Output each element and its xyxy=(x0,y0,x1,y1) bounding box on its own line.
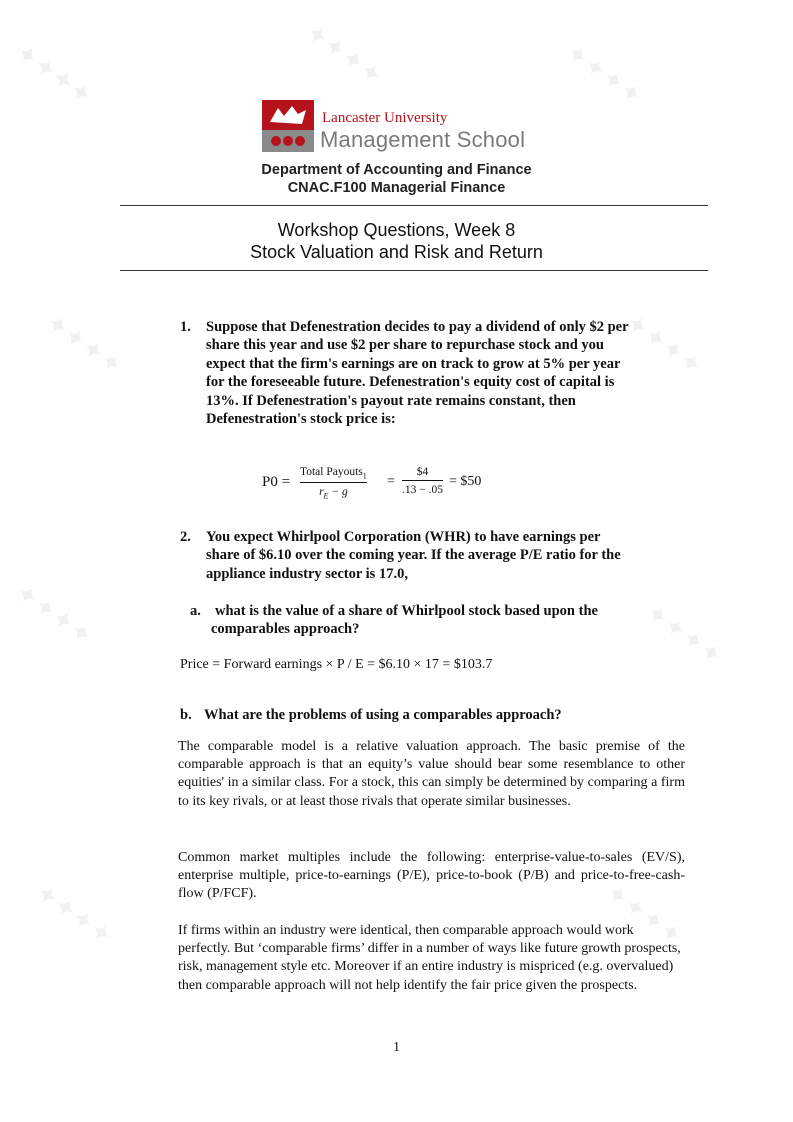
university-logo xyxy=(262,100,542,156)
university-name: Lancaster University xyxy=(322,110,448,126)
formula-fraction-2 xyxy=(402,466,443,496)
text-line: Suppose that Defenestration decides to pay a dividend of only $2 per xyxy=(206,319,629,335)
question-number: 2. xyxy=(180,529,191,545)
question-1-text xyxy=(206,318,629,428)
text-line: You expect Whirlpool Corporation (WHR) to have earnings per xyxy=(206,529,601,545)
text-line: comparables approach? xyxy=(211,621,360,638)
university-crest-icon xyxy=(262,100,314,152)
fraction-numerator xyxy=(300,466,367,483)
text-line: share this year and use $2 per share to repurchase stock and you xyxy=(206,337,604,354)
text-line: for the foreseeable future. Defenestration's equity cost of capital is xyxy=(206,374,615,391)
denominator-subscript: E xyxy=(323,491,329,501)
answer-2b-paragraph-1: The comparable model is a relative valuation approach. The basic premise of the comparable approach is that an equity’s value should bear some resemblance to other equities' in a similar class. For a stock, this can simply be determined by comparing a firm to its key rivals, or at least those rivals that operate similar businesses. xyxy=(178,739,685,809)
text-line: 13%. If Defenestration's payout rate remains constant, then xyxy=(206,392,576,409)
formula-result: = $50 xyxy=(449,474,482,489)
text-line: what is the value of a share of Whirlpool stock based upon the xyxy=(215,603,598,619)
denominator-rest: − g xyxy=(328,486,348,499)
text-line: share of $6.10 over the coming year. If the average P/E ratio for the xyxy=(206,547,621,564)
answer-2b-paragraph-2: Common market multiples include the following: enterprise-value-to-sales (EV/S), enterprise multiple, price-to-earnings (P/E), price-to-book (P/B) and price-to-free-cash-flow (P/FCF). xyxy=(178,850,685,902)
workshop-subtitle: Stock Valuation and Risk and Return xyxy=(250,242,543,262)
part-label: a. xyxy=(190,603,201,619)
workshop-title: Workshop Questions, Week 8 xyxy=(277,220,516,240)
fraction-numerator: $4 xyxy=(402,466,443,481)
formula-lhs: P0 = xyxy=(262,474,291,490)
question-2-text xyxy=(206,528,621,583)
department-name: Department of Accounting and Finance xyxy=(261,162,532,178)
text-line: Defenestration's stock price is: xyxy=(206,411,396,428)
question-2b-text: What are the problems of using a comparables approach? xyxy=(204,707,562,723)
text-line: expect that the firm's earnings are on track to grow at 5% per year xyxy=(206,355,621,372)
question-2a xyxy=(190,602,690,642)
formula-fraction-1 xyxy=(300,466,367,501)
part-label: b. xyxy=(180,707,192,723)
numerator-subscript: 1 xyxy=(362,471,367,481)
numerator-text: Total Payouts xyxy=(300,466,363,478)
answer-2a: Price = Forward earnings × P / E = $6.10 × 17 = $103.7 xyxy=(180,657,493,672)
formula-equals: = xyxy=(387,474,395,489)
fraction-denominator xyxy=(300,483,367,500)
question-2a-text xyxy=(211,602,598,639)
question-2 xyxy=(180,528,700,586)
fraction-denominator: .13 − .05 xyxy=(402,484,443,496)
header-divider-top xyxy=(120,205,708,206)
denominator-r: r xyxy=(319,486,324,499)
page-number: 1 xyxy=(393,1040,400,1055)
text-line: appliance industry sector is 17.0, xyxy=(206,565,408,582)
course-name: CNAC.F100 Managerial Finance xyxy=(287,180,506,196)
header-divider-bottom xyxy=(120,270,708,271)
question-1 xyxy=(180,318,700,433)
question-2b xyxy=(180,706,700,726)
question-number: 1. xyxy=(180,319,191,335)
stock-price-formula xyxy=(262,466,522,506)
document-page: ✦✦✦✦ ✦✦✦✦ ✦✦✦✦ ✦✦✦✦ ✦✦✦✦ ✦✦✦✦ ✦✦✦✦ ✦✦✦✦ ✦✦✦✦ Lancaster University Management School Department of Accounting and Finance CNAC.F100 Managerial Finance Workshop Questions, Week 8 Stock Valuation and Risk and Return 1. Suppose that Defenestration decides to pay a dividend of only $2 per share this year and use $2 per share to repurchase stock and you expect that the firm's earnings are on track to grow at 5% per year for the foreseeable future. Defenestration's equity cost of capital is 13%. If Defenestration's payout rate remains constant, then Defenestration's stock price is: P0 = Total Payouts$_1$ $r_E - g$ = $\frac{\$4}{.13 - .05}$ = $50 2. You expect Whirlpool Corporation (WHR) to have earnings per share of $6.10 over the coming year. If the average P/E ratio for the appliance industry sector is 17.0, a. what is the value of a share of Whirlpool stock based upon the comparables approach? Price = Forward earnings × P / E = $6.10 × 17 = $103.7 b. What are the problems of using a comparables approach? The comparable model is a relative valuation approach. The basic premise of the comparable approach is that an equity’s value should bear some resemblance to other equities' in a similar class. For a stock, this can simply be determined by comparing a firm to its key rivals, or at least those rivals that operate similar businesses. Common market multiples include the following: enterprise-value-to-sales (EV/S), enterprise multiple, price-to-earnings (P/E), price-to-book (P/B) and price-to-free-cash-flow (P/FCF). If firms within an industry were identical, then comparable approach would work perfectly. But ‘comparable firms’ differ in a number of ways like future growth prospects, risk, management style etc. Moreover if an entire industry is mispriced (e.g. overvalued) then comparable approach will not help identify the fair price given the prospects. 1 xyxy=(0,0,793,1122)
answer-2b-paragraph-3: If firms within an industry were identical, then comparable approach would work perfectly. But ‘comparable firms’ differ in a number of ways like future growth prospects, risk, management style etc. Moreover if an entire industry is mispriced (e.g. overvalued) then comparable approach will not help identify the fair price given the prospects. xyxy=(178,923,681,993)
school-name: Management School xyxy=(320,127,526,152)
